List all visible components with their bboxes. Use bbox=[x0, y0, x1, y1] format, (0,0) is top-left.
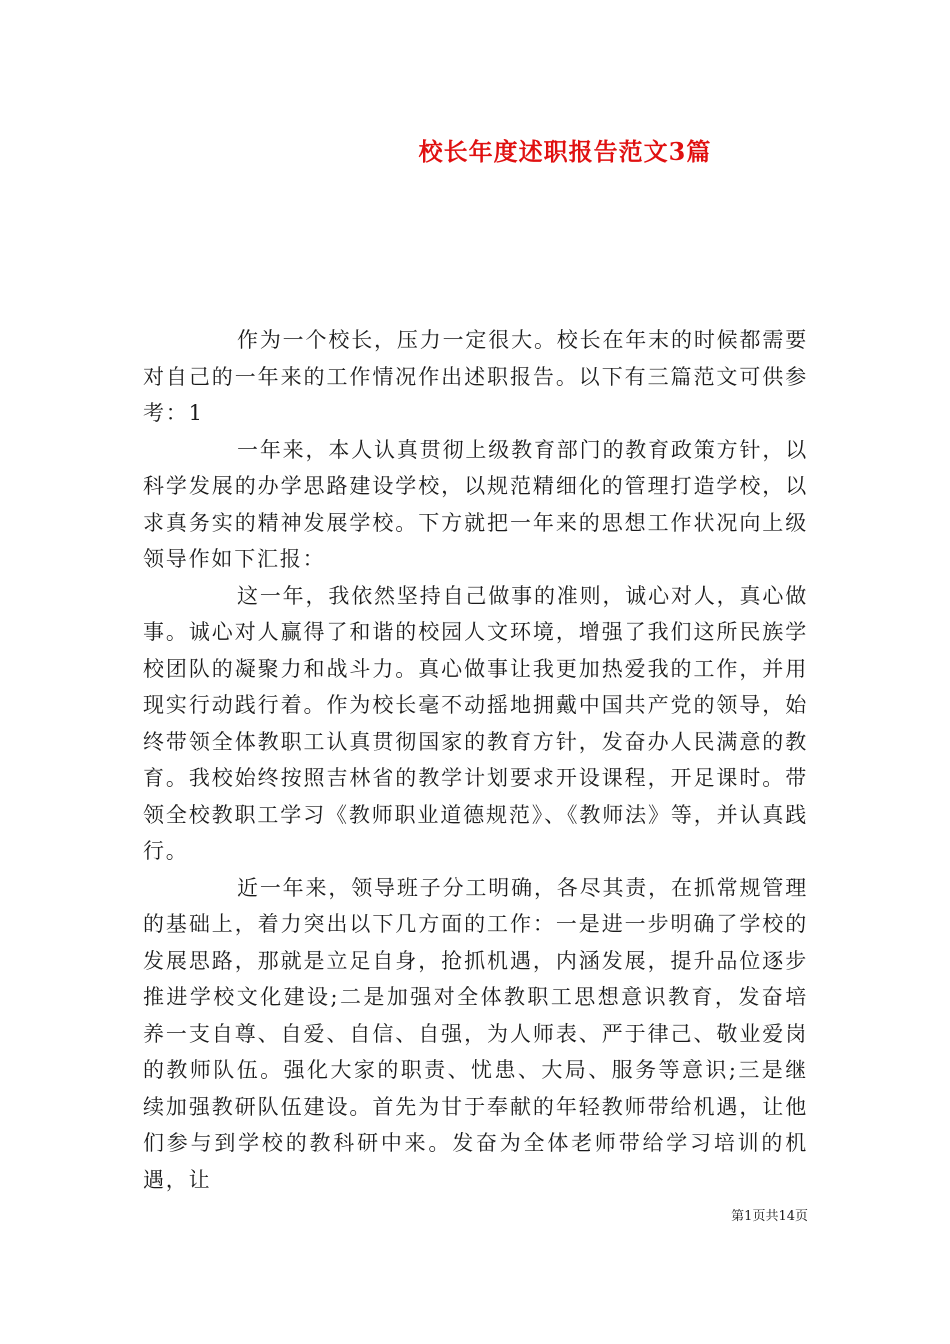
document-body bbox=[143, 322, 808, 1198]
page-number-footer: 第1页共14页 bbox=[731, 1209, 808, 1224]
paragraph-2: 这一年，我依然坚持自己做事的准则，诚心对人，真心做事。诚心对人赢得了和谐的校园人文环境，增强了我们这所民族学校团队的凝聚力和战斗力。真心做事让我更加热爱我的工作，并用现实行动践行着。作为校长毫不动摇地拥戴中国共产党的领导，始终带领全体教职工认真贯彻国家的教育方针，发奋办人民满意的教育。我校始终按照吉林省的教学计划要求开设课程，开足课时。带领全校教职工学习《教师职业道德规范》、《教师法》等，并认真践行。 bbox=[143, 583, 808, 863]
paragraph-intro: 作为一个校长，压力一定很大。校长在年末的时候都需要对自己的一年来的工作情况作出述职报告。以下有三篇范文可供参考：1 bbox=[143, 328, 808, 425]
paragraph-3: 近一年来，领导班子分工明确，各尽其责，在抓常规管理的基础上，着力突出以下几方面的工作：一是进一步明确了学校的发展思路，那就是立足自身，抢抓机遇，内涵发展，提升品位逐步推进学校文化建设;二是加强对全体教职工思想意识教育，发奋培养一支自尊、自爱、自信、自强，为人师表、严于律己、敬业爱岗的教师队伍。强化大家的职责、忧患、大局、服务等意识;三是继续加强教研队伍建设。首先为甘于奉献的年轻教师带给机遇，让他们参与到学校的教科研中来。发奋为全体老师带给学习培训的机遇，让 bbox=[143, 875, 808, 1192]
paragraph-1: 一年来，本人认真贯彻上级教育部门的教育政策方针，以科学发展的办学思路建设学校，以规范精细化的管理打造学校，以求真务实的精神发展学校。下方就把一年来的思想工作状况向上级领导作如下汇报： bbox=[143, 437, 808, 571]
document-title: 校长年度述职报告范文3篇 bbox=[418, 137, 712, 166]
